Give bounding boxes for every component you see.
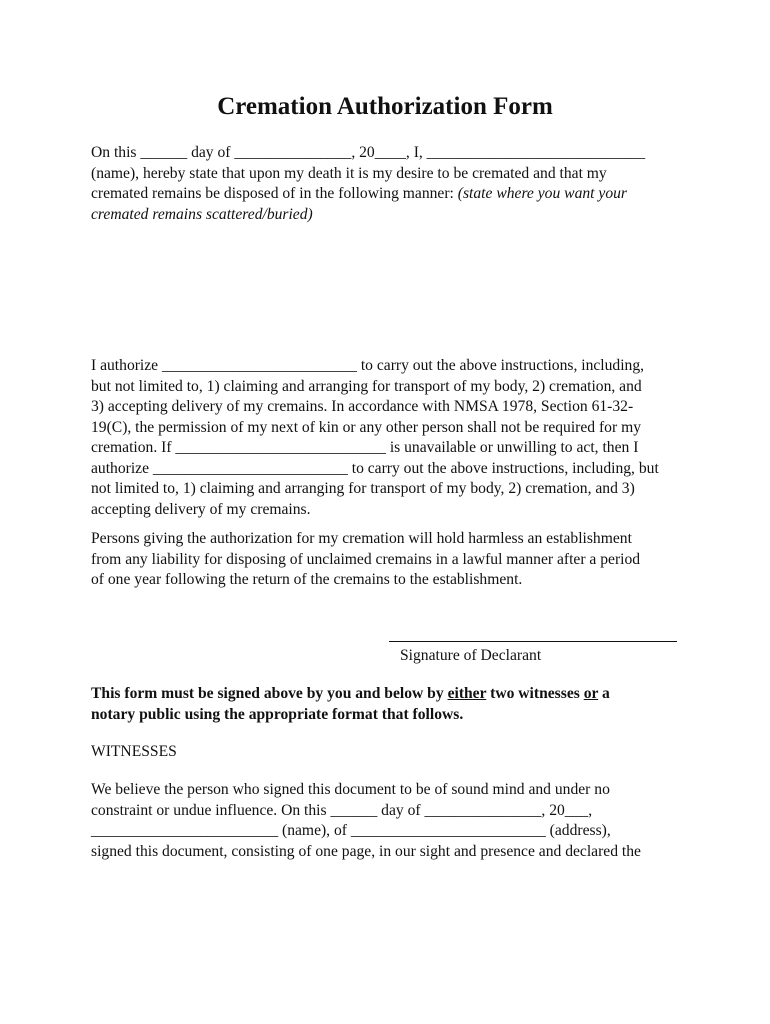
authorization-line-2: but not limited to, 1) claiming and arranging for transport of my body, 2) cremation, and [91, 377, 642, 395]
harmless-line-3: of one year following the return of the cremains to the establishment. [91, 571, 523, 588]
authorization-line-4: 19(C), the permission of my next of kin or any other person shall not be required for my [91, 418, 641, 436]
declaration-line-2: (name), hereby state that upon my death it is my desire to be cremated and that my [91, 164, 607, 182]
declaration-line-3 [91, 184, 680, 205]
authorization-line-3: 3) accepting delivery of my cremains. In accordance with NMSA 1978, Section 61-32- [91, 398, 634, 415]
declaration-line-3-text: cremated remains be disposed of in the following manner: [91, 185, 458, 202]
authorization-line-8: accepting delivery of my cremains. [91, 500, 311, 518]
declaration-line-3-instruction: (state where you want your [457, 185, 627, 202]
form-title: Cremation Authorization Form [217, 93, 553, 120]
declaration-line-4-instruction: cremated remains scattered/buried) [91, 205, 313, 223]
authorization-line-6: authorize _________________________ to carry out the above instructions, including, but [91, 459, 659, 477]
signing-notice-line-2: notary public using the appropriate format that follows. [91, 705, 464, 723]
signing-notice-part-2: two witnesses [486, 685, 584, 702]
harmless-line-2: from any liability for disposing of unclaimed cremains in a lawful manner after a period [91, 550, 641, 568]
authorization-line-1: I authorize _________________________ to carry out the above instructions, including, [91, 357, 645, 374]
witness-paragraph [91, 780, 680, 862]
witness-line-1: We believe the person who signed this document to be of sound mind and under no [91, 781, 610, 798]
authorization-line-5: cremation. If ___________________________ is unavailable or unwilling to act, then I [91, 439, 639, 456]
signing-notice-part-3: a [598, 685, 610, 702]
signing-notice-either: either [447, 685, 487, 702]
signing-notice-or: or [583, 685, 599, 702]
authorization-paragraph [91, 356, 680, 520]
signing-notice [91, 684, 680, 725]
harmless-paragraph [91, 529, 680, 591]
declaration-paragraph [91, 143, 680, 225]
signing-notice-line-1 [91, 684, 680, 705]
witnesses-heading: WITNESSES [91, 743, 177, 760]
witness-line-3: ________________________ (name), of _________________________ (address), [91, 822, 611, 839]
witness-line-2: constraint or undue influence. On this ______ day of _______________, 20___, [91, 801, 593, 819]
authorization-line-7: not limited to, 1) claiming and arranging for transport of my body, 2) cremation, and 3) [91, 480, 635, 497]
harmless-line-1: Persons giving the authorization for my cremation will hold harmless an establishment [91, 530, 632, 547]
witness-line-4: signed this document, consisting of one page, in our sight and presence and declared the [91, 842, 641, 860]
declarant-signature-line[interactable] [389, 641, 677, 642]
declarant-signature-label: Signature of Declarant [400, 647, 542, 664]
declaration-line-1: On this ______ day of _______________, 20____, I, ____________________________ [91, 144, 645, 161]
signing-notice-part-1: This form must be signed above by you and below by [91, 685, 448, 702]
